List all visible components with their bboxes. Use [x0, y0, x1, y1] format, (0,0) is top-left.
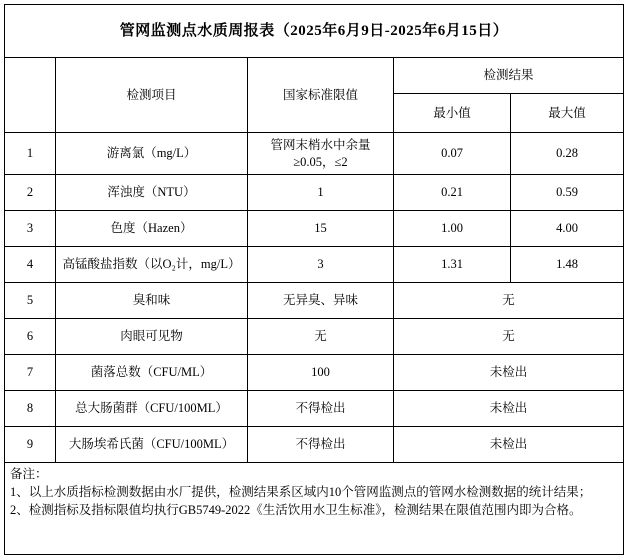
row-min: 1.31 [394, 247, 511, 283]
water-quality-report-table [4, 4, 624, 555]
row-limit: 管网末梢水中余量≥0.05，≤2 [248, 133, 394, 175]
row-min: 0.07 [394, 133, 511, 175]
row-limit: 无 [248, 319, 394, 355]
row-limit: 3 [248, 247, 394, 283]
row-result: 未检出 [394, 391, 624, 427]
header-limit: 国家标准限值 [248, 58, 394, 133]
title-row [5, 5, 624, 58]
row-max: 4.00 [511, 211, 624, 247]
row-limit: 不得检出 [248, 391, 394, 427]
row-no: 1 [5, 133, 56, 175]
row-max: 1.48 [511, 247, 624, 283]
table-row [5, 133, 624, 175]
notes-row [5, 463, 624, 555]
row-result: 未检出 [394, 427, 624, 463]
row-item: 臭和味 [56, 283, 248, 319]
row-min: 0.21 [394, 175, 511, 211]
row-item: 游离氯（mg/L） [56, 133, 248, 175]
row-item: 高锰酸盐指数（以O₂计，mg/L） [56, 247, 248, 283]
header-min: 最小值 [394, 94, 511, 133]
row-no: 2 [5, 175, 56, 211]
row-result: 无 [394, 283, 624, 319]
header-item: 检测项目 [56, 58, 248, 133]
table-row [5, 355, 624, 391]
notes-line-1: 1、以上水质指标检测数据由水厂提供，检测结果系区域内10个管网监测点的管网水检测数据的统计结果； [10, 484, 592, 499]
page-title: 管网监测点水质周报表（2025年6月9日-2025年6月15日） [5, 5, 624, 58]
row-limit: 不得检出 [248, 427, 394, 463]
row-item: 大肠埃希氏菌（CFU/100ML） [56, 427, 248, 463]
table-row [5, 283, 624, 319]
header-index [5, 58, 56, 133]
table-row [5, 247, 624, 283]
header-max: 最大值 [511, 94, 624, 133]
row-no: 9 [5, 427, 56, 463]
row-no: 6 [5, 319, 56, 355]
table-row [5, 211, 624, 247]
table-row [5, 427, 624, 463]
row-no: 4 [5, 247, 56, 283]
row-max: 0.28 [511, 133, 624, 175]
header-result: 检测结果 [394, 58, 624, 94]
row-no: 3 [5, 211, 56, 247]
row-no: 5 [5, 283, 56, 319]
row-min: 1.00 [394, 211, 511, 247]
header-row-top [5, 58, 624, 94]
row-limit: 1 [248, 175, 394, 211]
row-item: 肉眼可见物 [56, 319, 248, 355]
row-result: 无 [394, 319, 624, 355]
row-limit: 15 [248, 211, 394, 247]
table-row [5, 319, 624, 355]
notes-label: 备注： [10, 467, 48, 481]
row-no: 8 [5, 391, 56, 427]
notes-line-2: 2、检测指标及指标限值均执行GB5749-2022《生活饮用水卫生标准》，检测结果在限值范围内即为合格。 [10, 502, 582, 517]
row-item: 总大肠菌群（CFU/100ML） [56, 391, 248, 427]
row-result: 未检出 [394, 355, 624, 391]
row-limit: 100 [248, 355, 394, 391]
row-max: 0.59 [511, 175, 624, 211]
table-row [5, 391, 624, 427]
row-item: 色度（Hazen） [56, 211, 248, 247]
row-no: 7 [5, 355, 56, 391]
row-limit: 无异臭、异味 [248, 283, 394, 319]
table-row [5, 175, 624, 211]
row-item: 浑浊度（NTU） [56, 175, 248, 211]
row-item: 菌落总数（CFU/ML） [56, 355, 248, 391]
notes-cell [5, 463, 624, 555]
